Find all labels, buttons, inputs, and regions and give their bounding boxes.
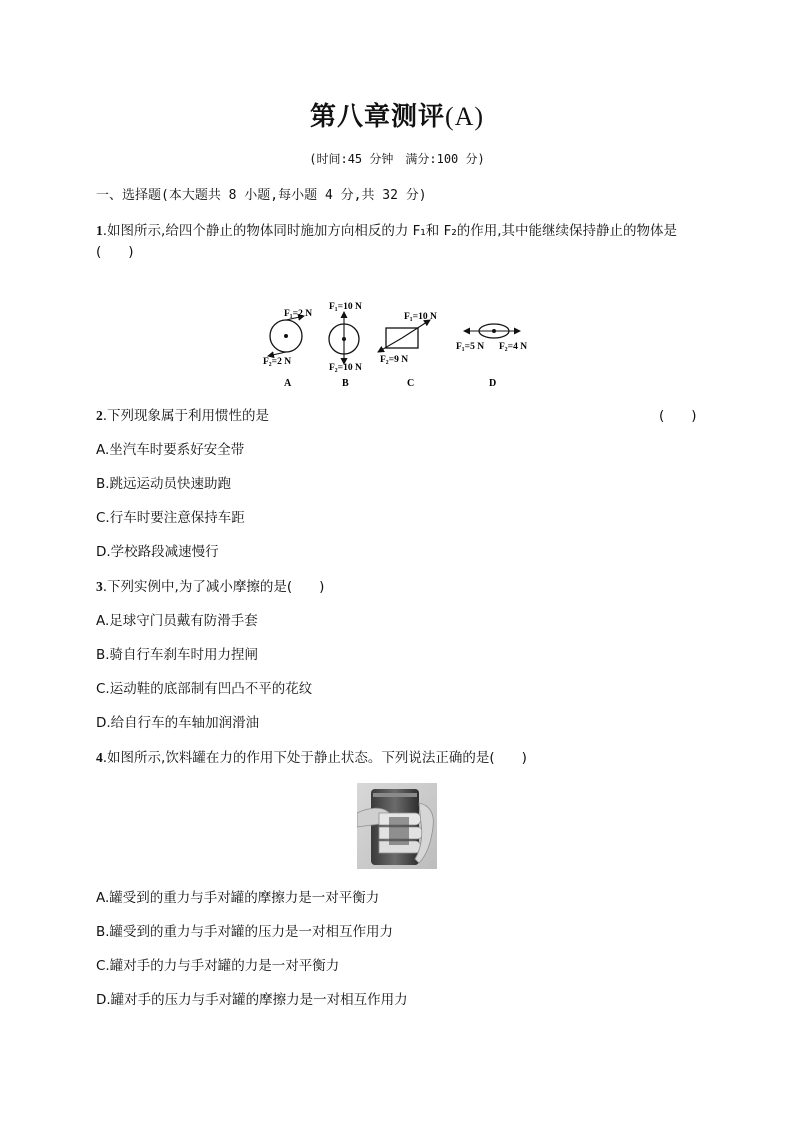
question-2-option-d: D.学校路段减速慢行	[96, 544, 219, 560]
page-title	[0, 96, 794, 133]
figure-a-f1-label: F₁=2 N	[284, 309, 313, 319]
question-4-option-d: D.罐对手的压力与手对罐的摩擦力是一对相互作用力	[96, 992, 408, 1008]
question-3-option-a: A.足球守门员戴有防滑手套	[96, 613, 258, 629]
question-3	[96, 575, 324, 595]
figure-a-center	[284, 334, 288, 338]
title-suffix: (A)	[444, 102, 485, 131]
title-main: 第八章测评	[309, 102, 445, 132]
figure-forces	[258, 298, 538, 390]
figure-d-f2-label: F₂=4 N	[499, 342, 528, 352]
question-1-answer-paren: ( )	[96, 244, 134, 260]
figure-c-f1-arrow	[402, 320, 430, 338]
question-1-number: 1	[96, 223, 103, 238]
figure-a-f2-label: F₂=2 N	[263, 357, 292, 367]
question-2	[96, 404, 269, 424]
figure-c-f2-label: F₂=9 N	[380, 355, 409, 365]
figure-c-f1-label: F₁=10 N	[404, 312, 437, 322]
question-3-option-d: D.给自行车的车轴加润滑油	[96, 715, 260, 731]
question-4	[96, 746, 527, 766]
question-1	[96, 219, 677, 239]
can-in-hand-photo	[357, 783, 437, 869]
figure-c-label: C	[407, 378, 415, 389]
figure-a-f2-arrow	[268, 352, 286, 356]
question-3-text: .下列实例中,为了减小摩擦的是( )	[102, 579, 325, 595]
question-2-option-c: C.行车时要注意保持车距	[96, 510, 245, 526]
question-1-text: .如图所示,给四个静止的物体同时施加方向相反的力 F₁和 F₂的作用,其中能继续保持静止的物体是	[102, 223, 678, 239]
figure-b-f1-label: F₁=10 N	[329, 302, 362, 312]
question-2-answer-paren: ( )	[659, 408, 697, 424]
figure-c-f2-arrow	[378, 338, 402, 352]
question-3-option-b: B.骑自行车刹车时用力捏闸	[96, 647, 259, 663]
figure-d	[456, 324, 527, 389]
question-2-option-a: A.坐汽车时要系好安全带	[96, 442, 245, 458]
figure-a-label: A	[284, 378, 292, 389]
question-2-option-b: B.跳远运动员快速助跑	[96, 476, 232, 492]
figure-d-label: D	[489, 378, 497, 389]
section-title: 一、选择题(本大题共 8 小题,每小题 4 分,共 32 分)	[96, 188, 427, 203]
figure-b-f2-label: F₂=10 N	[329, 363, 362, 373]
figure-a	[263, 309, 312, 389]
question-3-option-c: C.运动鞋的底部制有凹凸不平的花纹	[96, 681, 313, 697]
page-subtitle: (时间:45 分钟 满分:100 分)	[309, 152, 485, 166]
figure-b-label: B	[342, 378, 349, 389]
question-3-number: 3	[96, 579, 103, 594]
figure-c	[378, 312, 437, 389]
figure-b	[329, 302, 362, 389]
question-4-number: 4	[96, 750, 103, 765]
question-4-option-c: C.罐对手的力与手对罐的力是一对平衡力	[96, 958, 340, 974]
figure-d-f1-label: F₁=5 N	[456, 342, 485, 352]
question-4-text: .如图所示,饮料罐在力的作用下处于静止状态。下列说法正确的是( )	[102, 750, 527, 766]
question-2-text: .下列现象属于利用惯性的是	[102, 408, 270, 424]
question-4-option-a: A.罐受到的重力与手对罐的摩擦力是一对平衡力	[96, 890, 380, 906]
question-4-option-b: B.罐受到的重力与手对罐的压力是一对相互作用力	[96, 924, 394, 940]
question-2-number: 2	[96, 408, 103, 423]
